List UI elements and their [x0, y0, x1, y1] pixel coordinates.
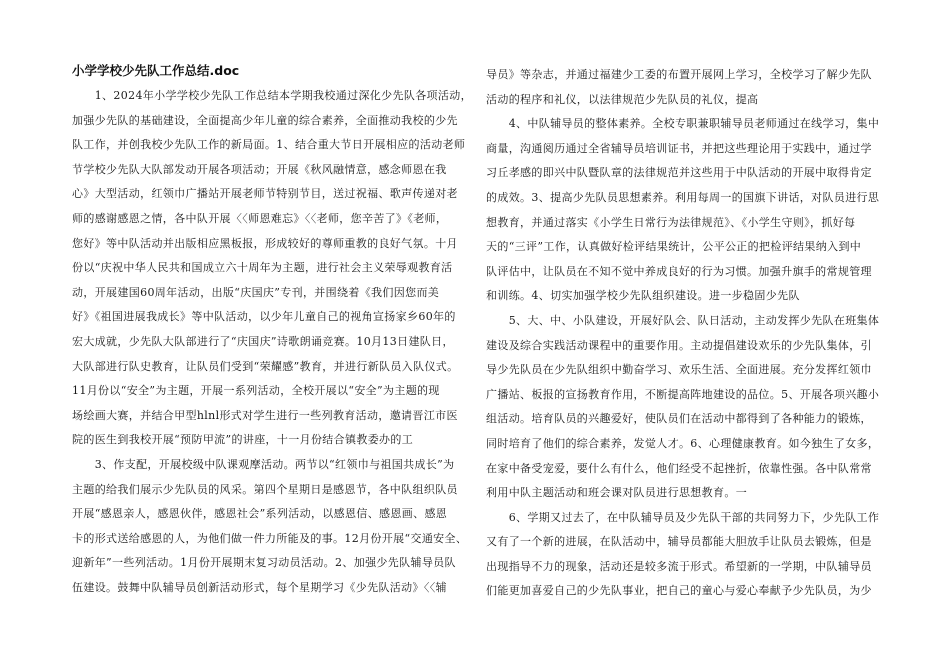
paragraph: [486, 309, 880, 506]
text-line: 在家中备受宠爱，要什么有什么，他们经受不起挫折，依靠性强。各中队常常: [486, 461, 872, 475]
text-line: 好》《祖国进展我成长》等中队活动，以少年儿童自己的视角宣扬家乡60年的: [72, 310, 456, 324]
text-line: 广播站、板报的宣扬教育作用，不断提高阵地建设的品位。5、开展各项兴趣小: [486, 387, 880, 401]
text-line: 卡的形式送给感恩的人，为他们做一件力所能及的事。12月份开展“交通安全、: [72, 531, 468, 545]
right-column: [486, 63, 880, 604]
text-line: 们能更加喜爱自己的少先队事业，把自己的童心与爱心奉献予少先队员，为少: [486, 584, 872, 598]
right-column-body: [486, 63, 880, 604]
text-line: 天的“三评”工作，认真做好检评结果统计，公平公正的把检评结果纳入到中: [486, 240, 862, 254]
text-line: 组活动。培育队员的兴趣爱好，使队员们在活动中都得到了各种能力的锻炼，: [486, 412, 872, 426]
text-line: 6、学期又过去了，在中队辅导员及少先队干部的共同努力下，少先队工作: [486, 510, 880, 524]
text-line: 商量，沟通阅历通过全省辅导员培训证书，并把这些理论用于实践中，通过学: [486, 141, 872, 155]
text-line: 队评估中，让队员在不知不觉中养成良好的行为习惯。加强升旗手的常规管理: [486, 264, 872, 278]
text-line: 场绘画大赛，并结合甲型hlnl形式对学生进行一些列教育活动，邀请晋江市医: [72, 408, 458, 422]
text-line: 师的感谢感恩之情，各中队开展〈〈师恩难忘》〈〈老师，您辛苦了》《老师，: [72, 211, 448, 225]
left-column-body: [72, 84, 472, 600]
text-line: 活动的程序和礼仪，以法律规范少先队员的礼仪，提高: [486, 92, 759, 106]
text-line: 想教育，并通过落实《小学生日常行为法律规范》、《小学生守则》，抓好每: [486, 215, 856, 229]
text-line: 迎新年”一些列活动。1月份开展期末复习动员活动。2、加强少先队辅导员队: [72, 556, 456, 570]
text-line: 3、作支配，开展校级中队课观摩活动。两节以“红领巾与祖国共成长”为: [72, 457, 455, 471]
text-line: 利用中队主题活动和班会课对队员进行思想教育。一: [486, 486, 748, 500]
text-line: 心》大型活动，红领巾广播站开展老师节特别节目，送过祝福、歌声传递对老: [72, 187, 458, 201]
text-line: 习丘孝感的即兴中队暨队章的法律规范并这些用于中队活动的开展中取得肯定: [486, 166, 872, 180]
text-line: 队工作，并创我校少先队工作的新局面。1、结合重大节日开展相应的活动老师: [72, 138, 466, 152]
text-line: 动，开展建国60周年活动，出版“庆国庆”专刊，并围绕着《我们因您而美: [72, 285, 440, 299]
text-line: 同时培育了他们的综合素养，发觉人才。6、心理健康教育。如今独生了女多，: [486, 436, 880, 450]
paragraph: [486, 506, 880, 604]
text-line: 开展“感恩亲人，感恩伙伴，感恩社会”系列活动，以感恩信、感恩画、感恩: [72, 507, 448, 521]
paragraph: [486, 112, 880, 309]
left-column: [72, 62, 472, 600]
text-line: 5、大、中、小队建设，开展好队会、队日活动，主动发挥少先队在班集体: [486, 313, 880, 327]
text-line: 份以“庆祝中华人民共和国成立六十周年为主题，进行社会主义荣辱观教育活: [72, 261, 453, 275]
text-line: 出现指导不力的现象，活动还是较多流于形式。希望新的一学期，中队辅导员: [486, 559, 872, 573]
text-line: 11月份以“安全”为主题，开展一系列活动，全校开展以“安全”为主题的现: [72, 384, 440, 398]
text-line: 加强少先队的基础建设，全面提高少年儿童的综合素养，全面推动我校的少先: [72, 113, 458, 127]
text-line: 您好》等中队活动并出版相应黑板报，形成较好的尊师重教的良好气氛。十月: [72, 236, 458, 250]
text-line: 4、中队辅导员的整体素养。全校专职兼职辅导员老师通过在线学习，集中: [486, 117, 880, 131]
text-line: 大队部进行队史教育，让队员们受到“荣耀感”教育，并进行新队员入队仪式。: [72, 359, 459, 373]
text-line: 院的医生到我校开展“预防甲流”的讲座，十一月份结合镇教委办的工: [72, 433, 414, 447]
paragraph: [486, 63, 880, 112]
text-line: 节学校少先队大队部发动开展各项活动；开展《秋风融情意，感念师恩在我: [72, 162, 447, 176]
text-line: 和训练。4、切实加强学校少先队组织建设。进一步稳固少先队: [486, 289, 800, 303]
text-line: 建设及综合实践活动课程中的重要作用。主动提倡建设欢乐的少先队集体，引: [486, 338, 872, 352]
text-line: 导员》等杂志，并通过福建少工委的布置开展网上学习，全校学习了解少先队: [486, 68, 872, 81]
text-line: 导少先队员在少先队组织中勤奋学习、欢乐生活、全面进展。充分发挥红领巾: [486, 363, 872, 377]
text-line: 伍建设。鼓舞中队辅导员创新活动形式，每个星期学习《少先队活动》〈〈辅: [72, 580, 447, 594]
text-line: 1、2024年小学学校少先队工作总结本学期我校通过深化少先队各项活动，: [72, 89, 472, 102]
text-line: 又有了一个新的进展，在队活动中，辅导员都能大胆放手让队员去锻炼，但是: [486, 535, 872, 549]
paragraph: [72, 84, 472, 453]
paragraph: [72, 453, 468, 601]
text-line: 主题的给我们展示少先队员的风采。第四个星期日是感恩节，各中队组织队员: [72, 482, 458, 496]
text-line: 宏大成就，少先队大队部进行了“庆国庆”诗歌朗诵竞赛。10月13日建队日，: [72, 334, 454, 348]
document-title: 小学学校少先队工作总结.doc: [72, 63, 240, 78]
text-line: 的成效。3、提高少先队员思想素养。利用每周一的国旗下讲话，对队员进行思: [486, 190, 880, 204]
